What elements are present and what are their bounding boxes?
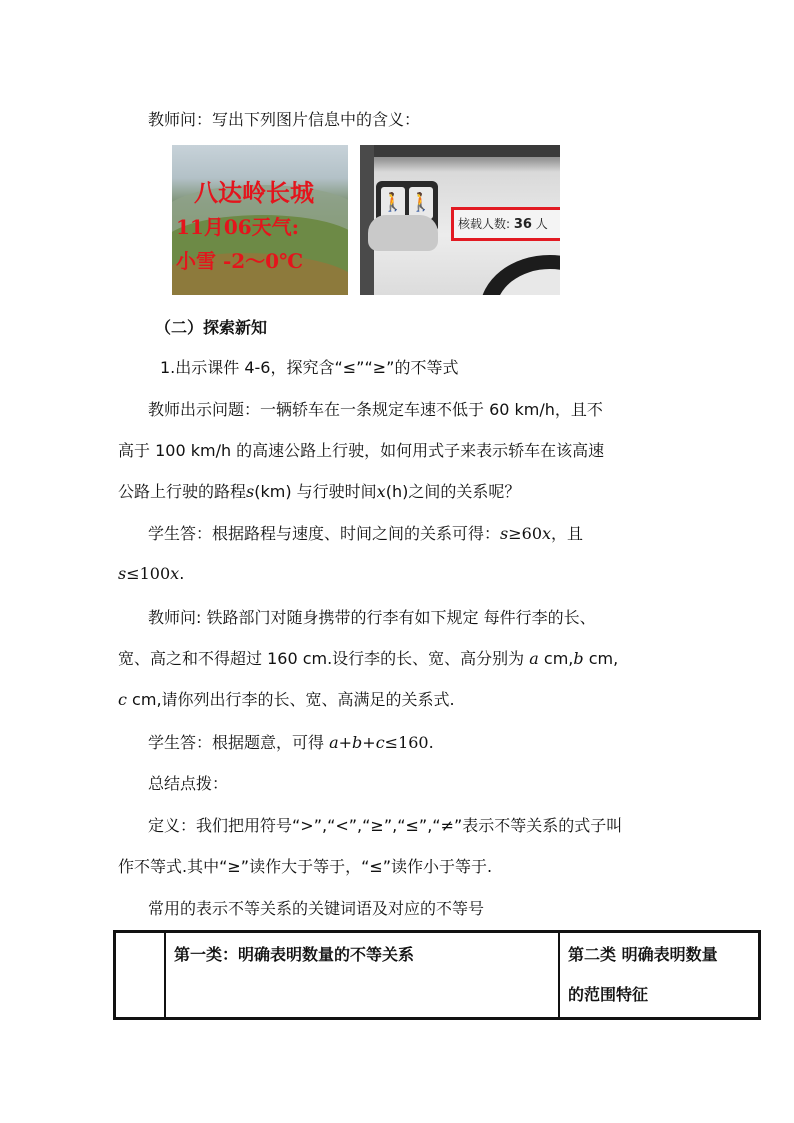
table-header-col3-line1: 第二类 明确表明数量 bbox=[568, 945, 718, 964]
text-run: cm,请你列出行李的长、宽、高满足的关系式. bbox=[126, 690, 455, 709]
common-keywords-intro: 常用的表示不等关系的关键词语及对应的不等号 bbox=[148, 899, 485, 918]
text-run: ，且 bbox=[551, 524, 584, 543]
question-1-line-2: 高于 100 km/h 的高速公路上行驶，如何用式子来表示轿车在该高速 bbox=[118, 441, 605, 460]
teacher-question-pictures: 教师问：写出下列图片信息中的含义： bbox=[148, 110, 421, 129]
var-x: x bbox=[542, 524, 552, 543]
hand-pointing bbox=[368, 215, 438, 251]
capacity-value: 36 bbox=[513, 217, 532, 232]
var-b: b bbox=[573, 649, 584, 668]
person-icon: 🚶 bbox=[381, 187, 405, 219]
text-run: cm, bbox=[538, 649, 574, 668]
var-x: x bbox=[170, 564, 180, 583]
table-divider bbox=[558, 933, 560, 1017]
question-2-line-1: 教师问: 铁路部门对随身携带的行李有如下规定 每件行李的长、 bbox=[148, 608, 596, 627]
person-icon: 🚶 bbox=[409, 187, 433, 219]
definition-line-2: 作不等式.其中“≥”读作大于等于，“≤”读作小于等于. bbox=[118, 857, 493, 876]
text-run: 公路上行驶的路程 bbox=[118, 482, 247, 501]
var-s: s bbox=[500, 524, 509, 543]
definition-line-1: 定义：我们把用符号“>”,“<”,“≥”,“≤”,“≠”表示不等关系的式子叫 bbox=[148, 816, 623, 835]
table-header-col3-line2: 的范围特征 bbox=[568, 985, 649, 1004]
step-1: 1.出示课件 4-6，探究含“≤”“≥”的不等式 bbox=[160, 358, 459, 377]
table-divider bbox=[164, 933, 166, 1017]
text-run: ≥60 bbox=[508, 524, 542, 543]
text-run: 宽、高之和不得超过 160 cm.设行李的长、宽、高分别为 bbox=[118, 649, 530, 668]
var-c: c bbox=[118, 690, 127, 709]
image-text-date-weather: 11月06天气: bbox=[176, 215, 300, 239]
text-run: 学生答：根据路程与速度、时间之间的关系可得： bbox=[148, 524, 501, 543]
capacity-label: 核载人数: bbox=[458, 217, 511, 231]
question-2-line-2 bbox=[118, 649, 678, 669]
var-s: s bbox=[246, 482, 255, 501]
table-header-col2: 第一类：明确表明数量的不等关系 bbox=[174, 945, 415, 964]
text-run: . bbox=[179, 564, 185, 583]
text-run: cm, bbox=[583, 649, 619, 668]
badaling-weather-image bbox=[172, 145, 348, 295]
answer-2 bbox=[148, 733, 708, 753]
summary-heading: 总结点拨： bbox=[148, 774, 229, 793]
capacity-unit: 人 bbox=[535, 217, 548, 231]
section-heading: （二）探索新知 bbox=[155, 318, 268, 337]
text-run: (h)之间的关系呢？ bbox=[385, 482, 521, 501]
answer-1-line-1 bbox=[148, 524, 708, 544]
vehicle-roof bbox=[360, 145, 560, 157]
answer-1-line-2 bbox=[118, 564, 678, 584]
image-text-snow-temperature: 小雪 -2～0℃ bbox=[176, 249, 304, 273]
text-run: ≤100 bbox=[126, 564, 171, 583]
text-run: (km) 与行驶时间 bbox=[254, 482, 377, 501]
var-x: x bbox=[376, 482, 386, 501]
question-1-line-3 bbox=[118, 482, 678, 502]
question-1-line-1: 教师出示问题：一辆轿车在一条规定车速不低于 60 km/h，且不 bbox=[148, 400, 603, 419]
var-s: s bbox=[118, 564, 127, 583]
vehicle-capacity-image bbox=[360, 145, 560, 295]
var-a: a bbox=[529, 649, 539, 668]
inequality-keywords-table bbox=[113, 930, 761, 1020]
capacity-frame bbox=[451, 207, 560, 241]
text-run: ≤160. bbox=[384, 733, 434, 752]
text-run: 学生答：根据题意，可得 bbox=[148, 733, 330, 752]
expression: a+b+c bbox=[329, 733, 385, 752]
question-2-line-3 bbox=[118, 690, 678, 710]
capacity-text bbox=[458, 215, 548, 232]
image-text-location: 八达岭长城 bbox=[194, 179, 314, 207]
